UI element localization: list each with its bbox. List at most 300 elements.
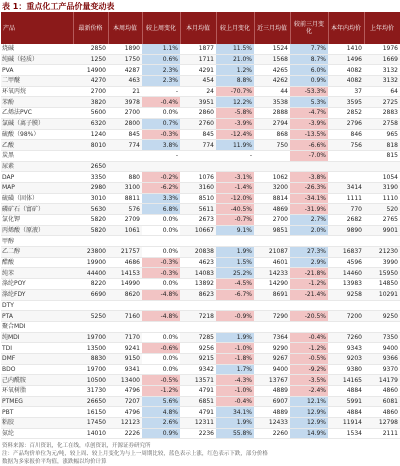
value-cell: 3951	[180, 97, 216, 108]
value-cell: 8.7%	[290, 54, 328, 65]
value-cell: 19700	[73, 364, 108, 375]
value-cell: -21.8%	[290, 268, 328, 279]
value-cell	[328, 236, 364, 247]
column-header: 本年内均价	[328, 12, 364, 44]
table-row	[1, 44, 400, 54]
value-cell: -12.0%	[216, 193, 254, 204]
value-cell: 868	[254, 129, 290, 140]
table-row	[1, 364, 400, 375]
value-cell: 21230	[364, 247, 400, 258]
product-name-cell: 纯MDI	[1, 332, 73, 343]
value-cell: 4262	[254, 76, 290, 87]
value-cell: 24	[180, 86, 216, 97]
value-cell: -34.1%	[290, 193, 328, 204]
value-cell: 9290	[254, 343, 290, 354]
value-cell: 1062	[254, 172, 290, 183]
value-cell: 16150	[73, 407, 108, 418]
value-cell: 2709	[108, 215, 142, 226]
value-cell	[290, 300, 328, 311]
value-cell: 2673	[180, 215, 216, 226]
value-cell: 1054	[364, 172, 400, 183]
value-cell	[73, 321, 108, 332]
value-cell: 8220	[73, 279, 108, 290]
product-name-cell: 醋酸	[1, 257, 73, 268]
value-cell: 1496	[328, 54, 364, 65]
value-cell: 14233	[254, 268, 290, 279]
value-cell: 4601	[254, 257, 290, 268]
value-cell	[216, 236, 254, 247]
value-cell: 14165	[328, 375, 364, 386]
value-cell: 2800	[108, 118, 142, 129]
value-cell: 2700	[73, 86, 108, 97]
value-cell: 6907	[254, 396, 290, 407]
table-row	[1, 375, 400, 386]
value-cell: 2850	[73, 44, 108, 54]
value-cell: 576	[108, 204, 142, 215]
product-name-cell: 丙烯酸（原液）	[1, 225, 73, 236]
value-cell	[364, 300, 400, 311]
product-name-cell: 甲醇	[1, 236, 73, 247]
value-cell: 2888	[254, 108, 290, 119]
value-cell: 7160	[108, 311, 142, 322]
value-cell: -5.8%	[216, 108, 254, 119]
value-cell	[254, 300, 290, 311]
value-cell: 3160	[180, 182, 216, 193]
value-cell	[180, 236, 216, 247]
value-cell: -53.3%	[290, 86, 328, 97]
table-row	[1, 182, 400, 193]
value-cell: 9267	[254, 353, 290, 364]
value-cell: 2883	[364, 108, 400, 119]
table-row	[1, 108, 400, 119]
value-cell	[180, 321, 216, 332]
product-name-cell: 硫磺（固体）	[1, 193, 73, 204]
value-cell: 21757	[108, 247, 142, 258]
value-cell: 3200	[254, 182, 290, 193]
value-cell: 4686	[108, 257, 142, 268]
value-cell: 2260	[254, 428, 290, 439]
value-cell: -1.2%	[142, 386, 180, 397]
value-cell: 815	[364, 150, 400, 161]
value-cell: 21087	[254, 247, 290, 258]
value-cell: -6.7%	[216, 289, 254, 300]
value-cell: 0.9%	[142, 428, 180, 439]
value-cell: 1110	[364, 193, 400, 204]
value-cell: 8814	[254, 193, 290, 204]
value-cell: 463	[108, 76, 142, 87]
value-cell: 5820	[73, 225, 108, 236]
value-cell: 8.8%	[216, 76, 254, 87]
value-cell: 846	[328, 129, 364, 140]
value-cell: 4287	[108, 65, 142, 76]
product-name-cell: PTMEG	[1, 396, 73, 407]
value-cell: 14460	[328, 268, 364, 279]
value-cell: 2682	[328, 215, 364, 226]
value-cell: -13.5%	[290, 129, 328, 140]
product-name-cell: PBT	[1, 407, 73, 418]
value-cell	[73, 300, 108, 311]
value-cell: 1877	[180, 44, 216, 54]
value-cell: 4860	[364, 407, 400, 418]
value-cell: 880	[108, 172, 142, 183]
table-row	[1, 215, 400, 226]
table-row	[1, 193, 400, 204]
table-row	[1, 150, 400, 161]
value-cell: 2111	[364, 428, 400, 439]
table-row	[1, 353, 400, 364]
product-name-cell: BDO	[1, 364, 73, 375]
value-cell: -4.5%	[216, 279, 254, 290]
value-cell: 4860	[364, 386, 400, 397]
value-cell: 16837	[328, 247, 364, 258]
value-cell: 6851	[180, 396, 216, 407]
value-cell	[254, 161, 290, 172]
table-row	[1, 279, 400, 290]
value-cell: 8811	[108, 193, 142, 204]
value-cell: 2.6%	[142, 418, 180, 429]
value-cell: 14153	[108, 268, 142, 279]
value-cell: 13571	[180, 375, 216, 386]
value-cell: 21	[108, 86, 142, 97]
table-row	[1, 343, 400, 354]
value-cell: 3978	[108, 97, 142, 108]
value-cell: 14.9%	[290, 428, 328, 439]
value-cell	[364, 161, 400, 172]
value-cell: -7.0%	[290, 150, 328, 161]
value-cell: 0.0%	[142, 247, 180, 258]
table-row	[1, 225, 400, 236]
value-cell: 15950	[364, 268, 400, 279]
product-name-cell: PTA	[1, 311, 73, 322]
value-cell: 1.9%	[216, 247, 254, 258]
value-cell: 9400	[364, 343, 400, 354]
column-header: 本月均值	[180, 12, 216, 44]
value-cell: 0.7%	[142, 118, 180, 129]
product-name-cell: 炭黑	[1, 150, 73, 161]
product-name-cell: 氨纶	[1, 428, 73, 439]
value-cell: -0.3%	[142, 257, 180, 268]
value-cell: 0.0%	[142, 108, 180, 119]
value-cell: 7170	[108, 332, 142, 343]
value-cell: 17450	[73, 418, 108, 429]
value-cell: -0.6%	[142, 343, 180, 354]
value-cell: 2700	[254, 215, 290, 226]
value-cell: 31730	[73, 386, 108, 397]
table-row	[1, 300, 400, 311]
value-cell: 1568	[254, 54, 290, 65]
value-cell: 750	[254, 140, 290, 151]
value-cell: 2796	[328, 118, 364, 129]
value-cell: -1.0%	[216, 343, 254, 354]
value-cell: 2760	[180, 118, 216, 129]
product-name-cell: 纯苯	[1, 268, 73, 279]
value-cell: 4889	[254, 386, 290, 397]
value-cell: 4082	[328, 65, 364, 76]
product-name-cell: 氯碱（离子膜）	[1, 118, 73, 129]
value-cell: 64	[364, 86, 400, 97]
value-cell: 2700	[108, 108, 142, 119]
value-cell	[254, 236, 290, 247]
value-cell: 5250	[73, 311, 108, 322]
table-row	[1, 407, 400, 418]
product-name-cell: MAP	[1, 182, 73, 193]
value-cell: 26650	[73, 396, 108, 407]
column-header: 近三月均值	[254, 12, 290, 44]
value-cell: 6.0%	[290, 65, 328, 76]
value-cell: 3538	[254, 97, 290, 108]
column-header: 本周均值	[108, 12, 142, 44]
value-cell: 12433	[254, 418, 290, 429]
value-cell: 9366	[364, 353, 400, 364]
table-row	[1, 311, 400, 322]
value-cell: 4082	[328, 76, 364, 87]
value-cell: -26.3%	[290, 182, 328, 193]
value-cell: 21.0%	[216, 54, 254, 65]
value-cell: -1.4%	[216, 182, 254, 193]
value-cell: 3010	[73, 193, 108, 204]
value-cell	[142, 161, 180, 172]
value-cell: -0.3%	[142, 129, 180, 140]
value-cell: -12.4%	[216, 129, 254, 140]
product-name-cell: 乙酸	[1, 140, 73, 151]
value-cell: 10500	[73, 375, 108, 386]
value-cell: -4.8%	[142, 289, 180, 300]
value-cell	[142, 236, 180, 247]
value-cell: 756	[328, 140, 364, 151]
value-cell: -3.1%	[216, 172, 254, 183]
value-cell: 14290	[254, 279, 290, 290]
value-cell: -4.8%	[142, 311, 180, 322]
value-cell: 2758	[364, 118, 400, 129]
value-cell	[328, 161, 364, 172]
value-cell	[108, 321, 142, 332]
column-header: 最新价格	[73, 12, 108, 44]
value-cell: 8620	[108, 289, 142, 300]
value-cell	[180, 300, 216, 311]
value-cell: 13767	[254, 375, 290, 386]
value-cell	[290, 236, 328, 247]
value-cell: 5611	[180, 204, 216, 215]
value-cell: 19700	[73, 332, 108, 343]
table-row	[1, 289, 400, 300]
value-cell: 9241	[108, 343, 142, 354]
value-cell: 5.6%	[142, 396, 180, 407]
value-cell: 3.8%	[142, 140, 180, 151]
value-cell: 12123	[108, 418, 142, 429]
value-cell: 0.0%	[142, 215, 180, 226]
value-cell: 1711	[180, 54, 216, 65]
value-cell: 4270	[73, 76, 108, 87]
value-cell: -21.4%	[290, 289, 328, 300]
value-cell: 2.3%	[142, 65, 180, 76]
value-cell: -1.2%	[290, 343, 328, 354]
value-cell: 4796	[108, 407, 142, 418]
source-note: 资料来源：百川资讯，化工在线，卓创资讯，开源证券研究所	[2, 443, 151, 450]
product-name-cell: TDI	[1, 343, 73, 354]
value-cell	[328, 172, 364, 183]
value-cell: 11.5%	[216, 44, 254, 54]
value-cell: -31.9%	[290, 204, 328, 215]
value-cell: 7218	[180, 311, 216, 322]
value-cell: 9400	[254, 364, 290, 375]
value-cell: 4791	[180, 386, 216, 397]
value-cell: 770	[328, 204, 364, 215]
table-header-row	[1, 12, 400, 44]
table-row	[1, 118, 400, 129]
product-name-cell: 尿素	[1, 161, 73, 172]
value-cell	[180, 161, 216, 172]
value-cell: -70.7%	[216, 86, 254, 97]
value-cell: 9342	[180, 364, 216, 375]
value-cell: 1.9%	[216, 332, 254, 343]
column-header: 较上周变化	[142, 12, 180, 44]
value-cell: 9851	[254, 225, 290, 236]
value-cell	[254, 321, 290, 332]
value-cell	[254, 150, 290, 161]
value-cell: 3132	[364, 65, 400, 76]
value-cell: 1111	[328, 193, 364, 204]
value-cell: 520	[364, 204, 400, 215]
value-cell: -0.2%	[142, 172, 180, 183]
value-cell: -3.9%	[216, 118, 254, 129]
value-cell: 4623	[180, 257, 216, 268]
page-title: 表 1：重点化工产品价量变动表	[2, 2, 115, 11]
value-cell: 55.8%	[216, 428, 254, 439]
value-cell: 34.1%	[216, 407, 254, 418]
value-cell: 2.0%	[290, 225, 328, 236]
value-cell: 2.7%	[290, 215, 328, 226]
value-cell: 5630	[73, 204, 108, 215]
value-cell: -20.5%	[290, 311, 328, 322]
value-cell: 2852	[328, 108, 364, 119]
value-cell: 37	[328, 86, 364, 97]
value-cell: 0.0%	[142, 279, 180, 290]
product-name-cell: 粘胶	[1, 418, 73, 429]
value-cell: 1534	[328, 428, 364, 439]
value-cell: 9380	[328, 364, 364, 375]
value-cell: 2725	[364, 97, 400, 108]
table-row	[1, 268, 400, 279]
value-cell: 7207	[108, 396, 142, 407]
value-cell	[328, 300, 364, 311]
product-name-cell: 乙烯法PVC	[1, 108, 73, 119]
value-cell: 7260	[328, 332, 364, 343]
value-cell: 14083	[180, 268, 216, 279]
value-cell: 14179	[364, 375, 400, 386]
value-cell: 3132	[364, 76, 400, 87]
table-row	[1, 65, 400, 76]
table-row	[1, 161, 400, 172]
value-cell: 2860	[180, 108, 216, 119]
value-cell: 12311	[180, 418, 216, 429]
value-cell	[216, 321, 254, 332]
value-cell: 13400	[108, 375, 142, 386]
table-row	[1, 418, 400, 429]
value-cell: 5600	[73, 108, 108, 119]
value-cell: 1750	[108, 54, 142, 65]
value-cell: 3350	[73, 172, 108, 183]
value-cell: -0.3%	[142, 268, 180, 279]
value-cell: -4.3%	[216, 375, 254, 386]
value-cell: 25.2%	[216, 268, 254, 279]
value-cell: 845	[180, 129, 216, 140]
value-cell	[108, 161, 142, 172]
value-cell	[108, 300, 142, 311]
value-cell: 454	[180, 76, 216, 87]
value-cell: 2.3%	[142, 76, 180, 87]
table-row	[1, 54, 400, 65]
table-footnote	[0, 439, 400, 466]
value-cell: 3990	[364, 257, 400, 268]
product-name-cell: 硫酸（98%）	[1, 129, 73, 140]
value-cell: -0.7%	[216, 215, 254, 226]
value-cell	[108, 236, 142, 247]
value-cell: 3595	[328, 97, 364, 108]
product-name-cell: 纯碱（轻质）	[1, 54, 73, 65]
value-cell: 2236	[180, 428, 216, 439]
value-cell: 12.2%	[216, 97, 254, 108]
value-cell: 8830	[73, 353, 108, 364]
table-row	[1, 76, 400, 87]
value-cell: 12.1%	[290, 396, 328, 407]
value-cell: 7290	[254, 311, 290, 322]
table-row	[1, 97, 400, 108]
value-cell: 13983	[328, 279, 364, 290]
value-cell: 4869	[254, 204, 290, 215]
value-cell: 23800	[73, 247, 108, 258]
product-name-cell: PVA	[1, 65, 73, 76]
value-cell: 7200	[328, 311, 364, 322]
value-cell	[142, 300, 180, 311]
column-header: 较前三月变化	[290, 12, 328, 44]
value-cell: 9250	[364, 311, 400, 322]
value-cell: -1.2%	[290, 279, 328, 290]
table-row	[1, 236, 400, 247]
value-cell: 13500	[73, 343, 108, 354]
value-cell	[364, 236, 400, 247]
value-cell: 6.8%	[142, 204, 180, 215]
column-header: 较上月变化	[216, 12, 254, 44]
value-cell: 5820	[73, 215, 108, 226]
table-row	[1, 332, 400, 343]
value-cell: 6081	[364, 396, 400, 407]
value-cell: -0.5%	[290, 353, 328, 364]
column-header: 上年均价	[364, 12, 400, 44]
table-row	[1, 257, 400, 268]
value-cell: 20838	[180, 247, 216, 258]
value-cell: 6320	[73, 118, 108, 129]
value-cell: -9.2%	[290, 364, 328, 375]
value-cell: 1410	[328, 44, 364, 54]
value-cell: 2226	[108, 428, 142, 439]
value-cell: 44400	[73, 268, 108, 279]
value-cell: -3.9%	[290, 118, 328, 129]
product-name-cell: 己内酰胺	[1, 375, 73, 386]
table-row	[1, 172, 400, 183]
value-cell: 7350	[364, 332, 400, 343]
value-cell	[328, 150, 364, 161]
table-row	[1, 396, 400, 407]
value-cell: 10291	[364, 289, 400, 300]
product-name-cell: 涤纶FDY	[1, 289, 73, 300]
value-cell: 9256	[180, 343, 216, 354]
value-cell: 774	[108, 140, 142, 151]
value-cell: -2.4%	[290, 386, 328, 397]
value-cell: 965	[364, 129, 400, 140]
table-body	[1, 44, 400, 439]
value-cell: 1.5%	[216, 257, 254, 268]
unit-note-continued: 数据为多家报价平均值，涨跌幅以均价计算	[2, 459, 107, 466]
